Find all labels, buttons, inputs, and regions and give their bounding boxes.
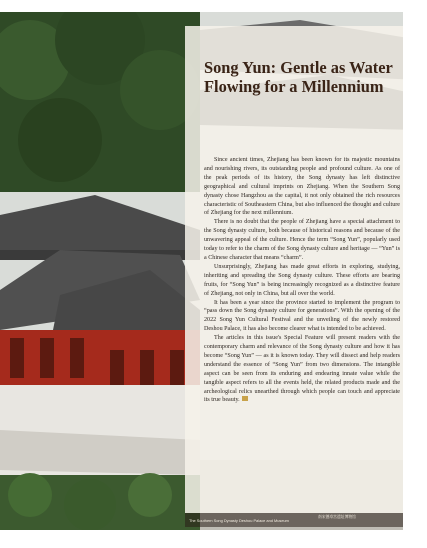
photo-caption: The Southern Song Dynasty Deshou Palace and Museum [189, 518, 289, 523]
paragraph: There is no doubt that the people of Zhejiang have a special attachment to the Song dynasty culture, both because of historical reasons and because of the unwavering appeal of the culture. Hence the term “Song Yun”, popularly used today to refer to the charm of the Song dynasty culture and heritage — “Yun” is a Chinese character that means “charm”. [204, 219, 400, 261]
page-top-margin [0, 0, 427, 12]
page-bottom-margin [0, 530, 427, 548]
paragraph-text: The articles in this issue's Special Feature will present readers with the contemporary charm and relevance of the Song dynasty culture and how it has become “Song Yun” — as it is known today. They will dissect and help readers understand the essence of “Song Yun” from two dimensions. The intangible aspect can be seen from its enduring and endearing innate value while the tangible aspect refers to all the events held, the related products made and the archeological relics unearthed through which people can touch and appreciate its true beauty. [204, 335, 400, 404]
end-mark-icon [242, 396, 248, 401]
article-title: Song Yun: Gentle as Water Flowing for a Millennium [204, 58, 393, 96]
page-right-margin [403, 0, 427, 548]
paragraph: Since ancient times, Zhejiang has been known for its majestic mountains and nourishing rivers, its outstanding people and profound culture. As one of the peak periods of its history, the Song dynasty has left distinctive geographical and cultural imprints on Zhejiang. When the Southern Song dynasty chose Hangzhou as the capital, it not only obtained the rich resources characteristic of Southeastern China, but also influenced the thought and culture of Zhejiang for the next millennium. [204, 157, 400, 217]
caption-chinese: 南宋德寿宫遗址博物馆 [318, 514, 356, 519]
paragraph: It has been a year since the province started to implement the program to “pass down the Song dynasty culture for generations”. With the opening of the 2022 Song Yun Cultural Festival and the unveiling of the newly restored Deshou Palace, it has also become clearer what is intended to be achieved. [204, 299, 400, 333]
paragraph: Unsurprisingly, Zhejiang has made great efforts in exploring, studying, inheriting and spreading the Song dynasty culture. These efforts are bearing fruits, for “Song Yun” is being increasingly recognized as a distinctive feature of Zhejiang, not only in China, but all over the world. [204, 263, 400, 297]
paragraph [204, 334, 400, 405]
article-body [204, 156, 400, 405]
